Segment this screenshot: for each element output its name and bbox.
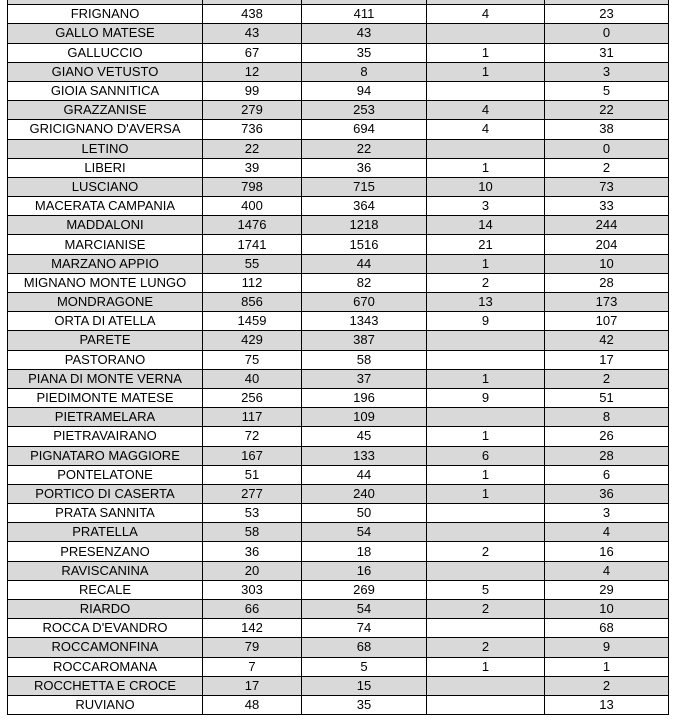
value-cell-1: 43 <box>203 24 302 43</box>
value-cell-2: 670 <box>302 293 427 312</box>
value-cell-3: 4 <box>427 101 545 120</box>
value-cell-3: 10 <box>427 177 545 196</box>
value-cell-2: 50 <box>302 504 427 523</box>
table-row <box>8 5 669 24</box>
value-cell-1: 53 <box>203 504 302 523</box>
value-cell-4: 16 <box>545 542 669 561</box>
value-cell-3 <box>427 523 545 542</box>
value-cell-2: 58 <box>302 350 427 369</box>
value-cell-3: 4 <box>427 5 545 24</box>
value-cell-1: 39 <box>203 158 302 177</box>
value-cell-2: 715 <box>302 177 427 196</box>
value-cell-3: 2 <box>427 273 545 292</box>
value-cell-2: 196 <box>302 388 427 407</box>
table-row <box>8 62 669 81</box>
municipality-cell: PONTELATONE <box>8 465 203 484</box>
value-cell-1: 438 <box>203 5 302 24</box>
table-row <box>8 465 669 484</box>
value-cell-3 <box>427 350 545 369</box>
table-row <box>8 446 669 465</box>
value-cell-4: 4 <box>545 561 669 580</box>
municipality-cell: PARETE <box>8 331 203 350</box>
table-row <box>8 197 669 216</box>
table-row <box>8 638 669 657</box>
value-cell-3: 2 <box>427 638 545 657</box>
value-cell-2: 364 <box>302 197 427 216</box>
value-cell-4: 2 <box>545 158 669 177</box>
value-cell-1: 99 <box>203 81 302 100</box>
table-row <box>8 312 669 331</box>
value-cell-3: 13 <box>427 293 545 312</box>
municipality-cell: ROCCA D'EVANDRO <box>8 619 203 638</box>
municipality-cell: RIARDO <box>8 600 203 619</box>
municipality-cell: PRESENZANO <box>8 542 203 561</box>
value-cell-3 <box>427 24 545 43</box>
value-cell-4: 17 <box>545 350 669 369</box>
table-row <box>8 254 669 273</box>
table-row <box>8 158 669 177</box>
value-cell-3: 14 <box>427 216 545 235</box>
value-cell-1: 279 <box>203 101 302 120</box>
municipality-cell: RAVISCANINA <box>8 561 203 580</box>
value-cell-2: 18 <box>302 542 427 561</box>
value-cell-1: 736 <box>203 120 302 139</box>
value-cell-3 <box>427 504 545 523</box>
municipality-cell: ROCCAMONFINA <box>8 638 203 657</box>
value-cell-1: 277 <box>203 484 302 503</box>
table-row <box>8 484 669 503</box>
municipality-cell: GIANO VETUSTO <box>8 62 203 81</box>
value-cell-4: 23 <box>545 5 669 24</box>
value-cell-4: 51 <box>545 388 669 407</box>
table-row <box>8 235 669 254</box>
table-row <box>8 619 669 638</box>
value-cell-1: 303 <box>203 580 302 599</box>
municipality-cell: PIANA DI MONTE VERNA <box>8 369 203 388</box>
municipality-cell: MIGNANO MONTE LUNGO <box>8 273 203 292</box>
table-row <box>8 139 669 158</box>
value-cell-1: 36 <box>203 542 302 561</box>
value-cell-4: 31 <box>545 43 669 62</box>
value-cell-1: 7 <box>203 657 302 676</box>
value-cell-4: 8 <box>545 408 669 427</box>
value-cell-1: 55 <box>203 254 302 273</box>
municipality-cell: LIBERI <box>8 158 203 177</box>
value-cell-2: 37 <box>302 369 427 388</box>
value-cell-3: 1 <box>427 254 545 273</box>
value-cell-4: 13 <box>545 695 669 714</box>
value-cell-4: 3 <box>545 504 669 523</box>
municipality-cell: RUVIANO <box>8 695 203 714</box>
value-cell-3 <box>427 561 545 580</box>
value-cell-4: 0 <box>545 24 669 43</box>
value-cell-3: 1 <box>427 465 545 484</box>
municipality-cell: PIETRAVAIRANO <box>8 427 203 446</box>
municipality-cell: MADDALONI <box>8 216 203 235</box>
table-row <box>8 561 669 580</box>
municipality-cell: MARZANO APPIO <box>8 254 203 273</box>
value-cell-3 <box>427 81 545 100</box>
municipality-cell: LETINO <box>8 139 203 158</box>
table-row <box>8 427 669 446</box>
value-cell-4: 1 <box>545 657 669 676</box>
value-cell-4: 36 <box>545 484 669 503</box>
municipality-cell: MONDRAGONE <box>8 293 203 312</box>
municipality-cell: LUSCIANO <box>8 177 203 196</box>
value-cell-2: 387 <box>302 331 427 350</box>
table-row <box>8 388 669 407</box>
value-cell-3 <box>427 139 545 158</box>
value-cell-3 <box>427 676 545 695</box>
value-cell-1: 1476 <box>203 216 302 235</box>
table-row <box>8 408 669 427</box>
value-cell-2: 109 <box>302 408 427 427</box>
value-cell-4: 42 <box>545 331 669 350</box>
value-cell-1: 256 <box>203 388 302 407</box>
value-cell-3: 9 <box>427 388 545 407</box>
value-cell-4: 2 <box>545 369 669 388</box>
value-cell-1: 79 <box>203 638 302 657</box>
table-row <box>8 273 669 292</box>
value-cell-1: 142 <box>203 619 302 638</box>
value-cell-1: 67 <box>203 43 302 62</box>
value-cell-1: 856 <box>203 293 302 312</box>
value-cell-2: 16 <box>302 561 427 580</box>
value-cell-2: 411 <box>302 5 427 24</box>
table-row <box>8 580 669 599</box>
value-cell-2: 35 <box>302 695 427 714</box>
value-cell-4: 3 <box>545 62 669 81</box>
value-cell-2: 253 <box>302 101 427 120</box>
value-cell-1: 117 <box>203 408 302 427</box>
value-cell-1: 48 <box>203 695 302 714</box>
value-cell-3: 2 <box>427 600 545 619</box>
value-cell-2: 44 <box>302 254 427 273</box>
value-cell-4: 38 <box>545 120 669 139</box>
table-row <box>8 676 669 695</box>
value-cell-1: 75 <box>203 350 302 369</box>
value-cell-2: 35 <box>302 43 427 62</box>
value-cell-1: 17 <box>203 676 302 695</box>
value-cell-4: 10 <box>545 600 669 619</box>
value-cell-4: 26 <box>545 427 669 446</box>
value-cell-3: 1 <box>427 62 545 81</box>
value-cell-2: 45 <box>302 427 427 446</box>
value-cell-3: 3 <box>427 197 545 216</box>
value-cell-2: 44 <box>302 465 427 484</box>
municipality-cell: FRIGNANO <box>8 5 203 24</box>
value-cell-3: 1 <box>427 43 545 62</box>
municipality-cell: GRAZZANISE <box>8 101 203 120</box>
value-cell-1: 51 <box>203 465 302 484</box>
value-cell-1: 1741 <box>203 235 302 254</box>
value-cell-3: 21 <box>427 235 545 254</box>
value-cell-4: 68 <box>545 619 669 638</box>
municipality-cell: PRATELLA <box>8 523 203 542</box>
value-cell-2: 54 <box>302 600 427 619</box>
municipality-cell: MACERATA CAMPANIA <box>8 197 203 216</box>
value-cell-3 <box>427 408 545 427</box>
value-cell-1: 112 <box>203 273 302 292</box>
value-cell-1: 66 <box>203 600 302 619</box>
table-row <box>8 542 669 561</box>
table-row <box>8 600 669 619</box>
value-cell-3 <box>427 619 545 638</box>
value-cell-4: 0 <box>545 139 669 158</box>
value-cell-4: 107 <box>545 312 669 331</box>
value-cell-4: 10 <box>545 254 669 273</box>
value-cell-3: 1 <box>427 369 545 388</box>
table-row <box>8 120 669 139</box>
value-cell-4: 244 <box>545 216 669 235</box>
value-cell-3: 1 <box>427 484 545 503</box>
value-cell-4: 29 <box>545 580 669 599</box>
value-cell-1: 1459 <box>203 312 302 331</box>
table-row <box>8 369 669 388</box>
table-row <box>8 695 669 714</box>
value-cell-1: 22 <box>203 139 302 158</box>
value-cell-4: 28 <box>545 273 669 292</box>
value-cell-1: 72 <box>203 427 302 446</box>
value-cell-1: 429 <box>203 331 302 350</box>
table-row <box>8 216 669 235</box>
value-cell-2: 1516 <box>302 235 427 254</box>
value-cell-2: 36 <box>302 158 427 177</box>
table-row <box>8 43 669 62</box>
table-row <box>8 523 669 542</box>
value-cell-4: 2 <box>545 676 669 695</box>
value-cell-1: 798 <box>203 177 302 196</box>
municipality-cell: PRATA SANNITA <box>8 504 203 523</box>
table-body <box>8 0 669 715</box>
municipality-cell: GALLUCCIO <box>8 43 203 62</box>
value-cell-2: 1343 <box>302 312 427 331</box>
value-cell-3: 2 <box>427 542 545 561</box>
municipality-cell: MARCIANISE <box>8 235 203 254</box>
municipality-cell: PIGNATARO MAGGIORE <box>8 446 203 465</box>
value-cell-2: 269 <box>302 580 427 599</box>
value-cell-2: 22 <box>302 139 427 158</box>
value-cell-2: 15 <box>302 676 427 695</box>
data-table <box>7 0 669 715</box>
value-cell-2: 694 <box>302 120 427 139</box>
table-row <box>8 350 669 369</box>
table-row <box>8 293 669 312</box>
municipality-cell: PASTORANO <box>8 350 203 369</box>
value-cell-3 <box>427 331 545 350</box>
value-cell-4: 204 <box>545 235 669 254</box>
value-cell-2: 8 <box>302 62 427 81</box>
value-cell-4: 4 <box>545 523 669 542</box>
value-cell-2: 240 <box>302 484 427 503</box>
table-row <box>8 177 669 196</box>
value-cell-2: 43 <box>302 24 427 43</box>
value-cell-4: 9 <box>545 638 669 657</box>
value-cell-2: 82 <box>302 273 427 292</box>
table-row <box>8 101 669 120</box>
municipality-cell: GIOIA SANNITICA <box>8 81 203 100</box>
municipality-cell: PIEDIMONTE MATESE <box>8 388 203 407</box>
value-cell-4: 173 <box>545 293 669 312</box>
table-row <box>8 657 669 676</box>
value-cell-2: 68 <box>302 638 427 657</box>
value-cell-1: 58 <box>203 523 302 542</box>
value-cell-3: 1 <box>427 427 545 446</box>
municipality-cell: ORTA DI ATELLA <box>8 312 203 331</box>
value-cell-2: 94 <box>302 81 427 100</box>
value-cell-4: 5 <box>545 81 669 100</box>
value-cell-4: 6 <box>545 465 669 484</box>
table-row <box>8 504 669 523</box>
municipality-cell: ROCCAROMANA <box>8 657 203 676</box>
value-cell-3: 4 <box>427 120 545 139</box>
table-row <box>8 81 669 100</box>
value-cell-1: 40 <box>203 369 302 388</box>
municipality-cell: PIETRAMELARA <box>8 408 203 427</box>
value-cell-4: 22 <box>545 101 669 120</box>
value-cell-3 <box>427 695 545 714</box>
value-cell-1: 20 <box>203 561 302 580</box>
value-cell-2: 5 <box>302 657 427 676</box>
value-cell-2: 54 <box>302 523 427 542</box>
municipality-cell: GALLO MATESE <box>8 24 203 43</box>
value-cell-4: 73 <box>545 177 669 196</box>
value-cell-3: 9 <box>427 312 545 331</box>
value-cell-3: 1 <box>427 158 545 177</box>
municipality-cell: GRICIGNANO D'AVERSA <box>8 120 203 139</box>
value-cell-1: 12 <box>203 62 302 81</box>
municipality-cell: ROCCHETTA E CROCE <box>8 676 203 695</box>
value-cell-1: 167 <box>203 446 302 465</box>
value-cell-2: 133 <box>302 446 427 465</box>
value-cell-3: 5 <box>427 580 545 599</box>
value-cell-2: 1218 <box>302 216 427 235</box>
value-cell-4: 28 <box>545 446 669 465</box>
value-cell-3: 6 <box>427 446 545 465</box>
table-row <box>8 331 669 350</box>
value-cell-1: 400 <box>203 197 302 216</box>
value-cell-3: 1 <box>427 657 545 676</box>
municipality-cell: RECALE <box>8 580 203 599</box>
value-cell-2: 74 <box>302 619 427 638</box>
value-cell-4: 33 <box>545 197 669 216</box>
table-row <box>8 24 669 43</box>
municipality-cell: PORTICO DI CASERTA <box>8 484 203 503</box>
